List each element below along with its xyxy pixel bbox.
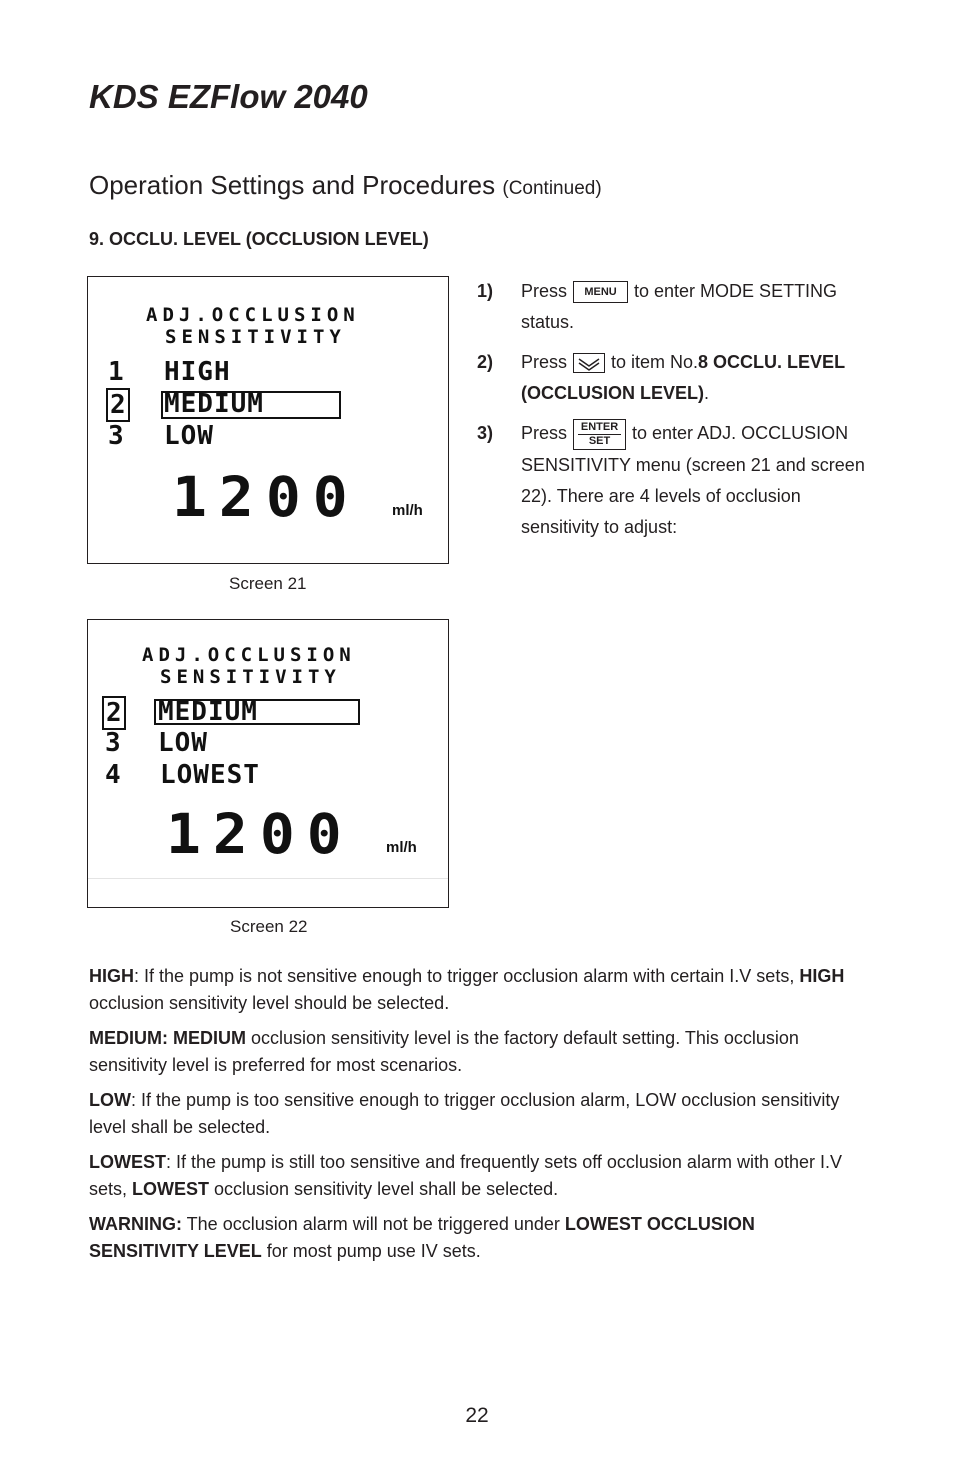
menu-key-icon: MENU <box>573 281 628 303</box>
step-number: 1) <box>477 281 494 301</box>
procedure-steps <box>477 276 872 552</box>
lcd-row-label: LOW <box>158 728 208 758</box>
section-title-text: Operation Settings and Procedures <box>89 170 496 200</box>
lcd-row-number: 3 <box>105 728 121 758</box>
step-3 <box>477 418 872 543</box>
screen-21-caption: Screen 21 <box>229 574 307 593</box>
step-text: to enter ADJ. OCCLUSION SENSITIVITY menu (screen 21 and screen 22). There are 4 levels of occlusion sensitivity to adjust: <box>521 423 865 537</box>
step-number: 3) <box>477 423 494 443</box>
lcd-title-line1: ADJ.OCCLUSION <box>146 304 360 326</box>
lcd-rate-unit: ml/h <box>392 502 423 519</box>
desc-low: LOW: If the pump is too sensitive enough to trigger occlusion alarm, LOW occlusion sensitivity level shall be selected. <box>89 1090 840 1137</box>
section-continued: (Continued) <box>502 178 602 199</box>
desc-warning: WARNING: The occlusion alarm will not be triggered under LOWEST OCCLUSION SENSITIVITY LEVEL for most pump use IV sets. <box>89 1214 755 1261</box>
lcd-row-number: 1 <box>108 357 124 387</box>
lcd-title-line2: SENSITIVITY <box>165 326 346 348</box>
step-text: to enter MODE SETTING status. <box>521 281 838 332</box>
page-number: 22 <box>465 1404 489 1427</box>
lcd-row-label: HIGH <box>164 357 231 387</box>
step-2 <box>477 347 872 409</box>
lcd-row-label-selected: MEDIUM <box>164 389 264 419</box>
section-title <box>89 170 602 201</box>
lcd-rate-value: 1200 <box>166 801 354 867</box>
step-text-press: Press <box>521 423 568 443</box>
key-label-bottom: SET <box>588 434 611 447</box>
screen-divider <box>88 878 448 879</box>
lcd-row-number: 4 <box>105 760 121 790</box>
down-arrow-key-icon <box>573 353 605 373</box>
screen-22-caption: Screen 22 <box>230 917 308 936</box>
lcd-screen-21 <box>87 276 449 564</box>
level-descriptions <box>89 963 865 1273</box>
step-number: 2) <box>477 352 494 372</box>
lcd-row-label: LOWEST <box>160 760 260 790</box>
lcd-screen-22 <box>87 619 449 908</box>
step-text-press: Press <box>521 352 568 372</box>
key-label-top: ENTER <box>580 420 619 433</box>
lcd-rate-value: 1200 <box>172 464 360 530</box>
step-text-tail: . <box>704 383 710 403</box>
lcd-row-label: LOW <box>164 421 214 451</box>
step-1 <box>477 276 872 338</box>
lcd-row-number: 3 <box>108 421 124 451</box>
lcd-title-line1: ADJ.OCCLUSION <box>142 644 356 666</box>
lcd-row-number-selected: 2 <box>102 698 126 728</box>
lcd-row-label-selected: MEDIUM <box>158 697 258 727</box>
lcd-row-number-selected: 2 <box>106 390 130 420</box>
desc-high: HIGH: If the pump is not sensitive enough to trigger occlusion alarm with certain I.V sets, HIGH occlusion sensitivity level should be selected. <box>89 966 845 1013</box>
enter-set-key-icon <box>573 419 626 450</box>
lcd-title-line2: SENSITIVITY <box>160 666 341 688</box>
step-text-bold: 8 OCCLU. LEVEL (OCCLUSION LEVEL) <box>521 352 845 403</box>
step-text-press: Press <box>521 281 568 301</box>
document-title: KDS EZFlow 2040 <box>89 78 368 115</box>
desc-medium: MEDIUM: MEDIUM occlusion sensitivity level is the factory default setting. This occlusion sensitivity level is preferred for most scenarios. <box>89 1028 799 1075</box>
subsection-heading: 9. OCCLU. LEVEL (OCCLUSION LEVEL) <box>89 229 429 249</box>
lcd-rate-unit: ml/h <box>386 839 417 856</box>
step-text: to item No. <box>611 352 699 372</box>
desc-lowest: LOWEST: If the pump is still too sensitive and frequently sets off occlusion alarm with other I.V sets, LOWEST occlusion sensitivity level shall be selected. <box>89 1152 842 1199</box>
